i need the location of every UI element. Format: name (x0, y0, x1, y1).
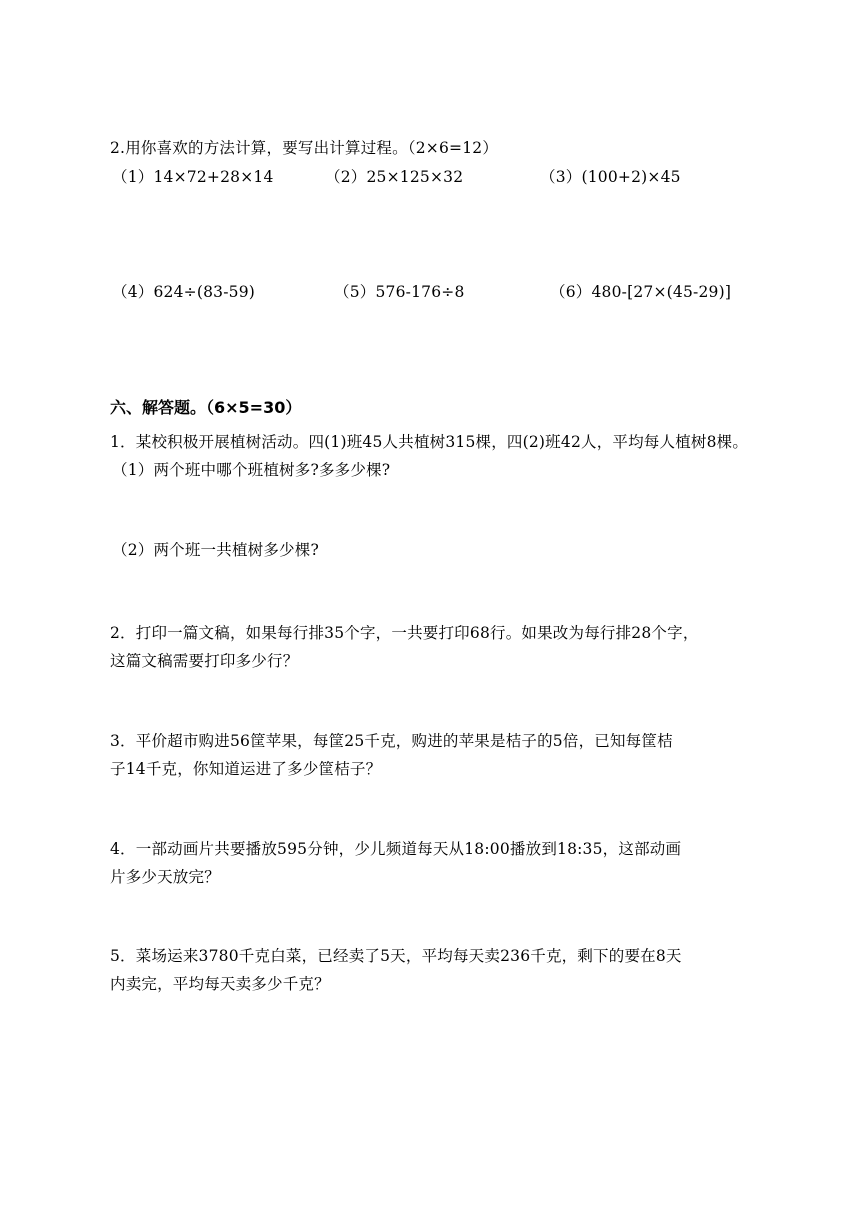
calc-item-4: （4）624÷(83-59) (112, 283, 256, 301)
question-1-stem: 1．某校积极开展植树活动。四(1)班45人共植树315棵，四(2)班42人，平均每人植树8棵。 (110, 433, 749, 451)
calc-item-3: （3）(100+2)×45 (540, 168, 681, 186)
question-5-line-2: 内卖完，平均每天卖多少千克？ (110, 975, 330, 993)
question-4-line-2: 片多少天放完？ (110, 868, 220, 886)
calc-item-2: （2）25×125×32 (325, 168, 464, 186)
question-1-sub-2: （2）两个班一共植树多少棵? (112, 541, 319, 559)
calc-item-6: （6）480-[27×(45-29)] (550, 283, 732, 301)
section-title: 六、解答题。（6×5=30） (110, 398, 302, 417)
question-1-sub-1: （1）两个班中哪个班植树多?多多少棵? (112, 461, 391, 479)
question-2-line-2: 这篇文稿需要打印多少行？ (110, 652, 299, 670)
question-3-line-2: 子14千克，你知道运进了多少筐桔子？ (110, 760, 382, 778)
question-4-line-1: 4．一部动画片共要播放595分钟，少儿频道每天从18:00播放到18:35，这部动画 (110, 840, 682, 858)
calc-item-5: （5）576-176÷8 (334, 283, 465, 301)
question-5-line-1: 5．菜场运来3780千克白菜，已经卖了5天，平均每天卖236千克，剩下的要在8天 (110, 947, 682, 965)
calc-item-1: （1）14×72+28×14 (112, 168, 274, 186)
question-2-line-1: 2．打印一篇文稿，如果每行排35个字，一共要打印68行。如果改为每行排28个字， (110, 624, 699, 642)
calc-heading: 2.用你喜欢的方法计算，要写出计算过程。（2×6=12） (110, 139, 499, 157)
question-3-line-1: 3．平价超市购进56筐苹果，每筐25千克，购进的苹果是桔子的5倍，已知每筐桔 (110, 732, 673, 750)
